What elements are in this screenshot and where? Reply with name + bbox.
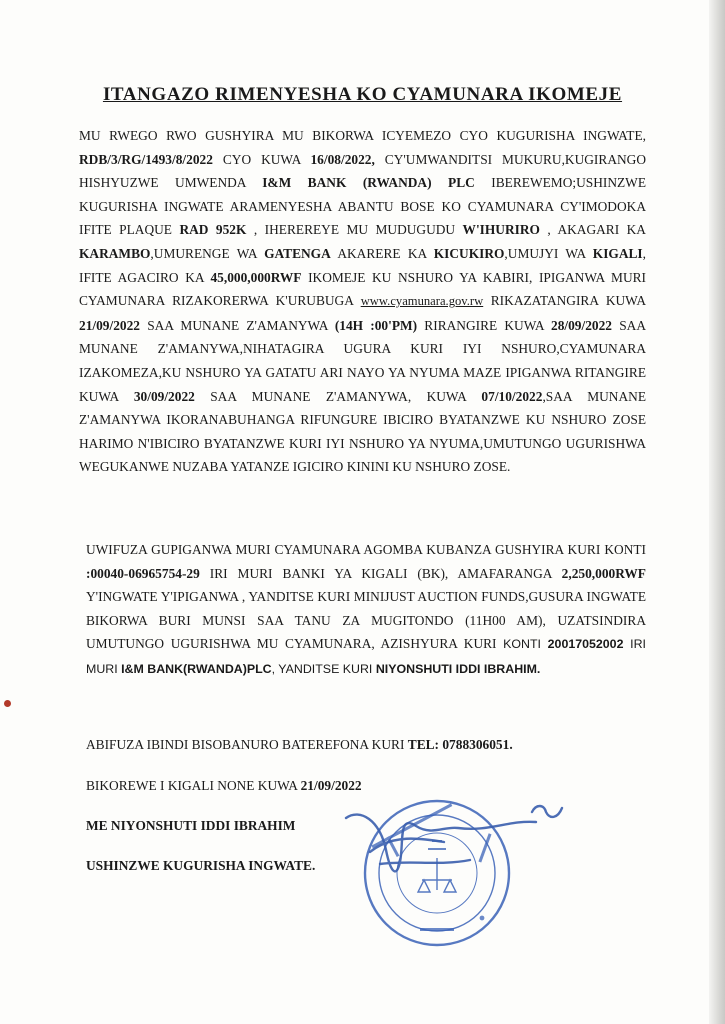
text-segment: IRI MURI BANKI YA KIGALI (BK), AMAFARANGA bbox=[199, 565, 562, 581]
city-name: KIGALI bbox=[592, 245, 643, 261]
text-segment: IPIGANWA MURI CYAMUNARA RIZAKORERWA K'URUBUGA bbox=[79, 269, 647, 309]
notice-title: ITANGAZO RIMENYESHA KO CYAMUNARA IKOMEJE bbox=[102, 84, 623, 105]
scan-edge-shadow bbox=[709, 0, 725, 1024]
deposit-account-number: :00040-06965754-29 bbox=[86, 565, 200, 581]
bidding-instructions bbox=[86, 538, 646, 682]
vehicle-plate: RAD 952K bbox=[179, 222, 247, 238]
text-segment: , YANDITSE KURI bbox=[271, 661, 376, 676]
contact-line bbox=[86, 737, 513, 753]
main-paragraph bbox=[79, 124, 646, 479]
text-segment: , AKAGARI KA bbox=[539, 222, 646, 238]
text-segment: KONTI bbox=[503, 637, 548, 652]
text-segment: Y'INGWATE Y'IPIGANWA , YANDITSE KURI MINIJUST AUCTION FUNDS,GUSURA INGWATE BIKORWA BURI MUNSI SAA TANU ZA MUGITONDO (11H00 AM), UZATSINDIRA UMUTUNGO UGURISHWA MU CYAMUNARA, AZISHYURA KURI bbox=[86, 589, 646, 652]
third-round-start-date: 30/09/2022 bbox=[133, 388, 195, 404]
text-segment: RIRANGIRE KUWA bbox=[417, 317, 551, 333]
text-segment: ,SAA MUNANE Z'AMANYWA IKORANABUHANGA RIFUNGURE IBICIRO BYATANZWE KU NSHURO ZOSE HARIMO N'IBICIRO BYATANZWE KURI IYI NSHURO YA NYUMA,UMUTUNGO UGURISHWA WEGUKANWE NUZABA YATANZE IGICIRO KININI KU NSHURO ZOSE. bbox=[79, 388, 646, 475]
text-segment: IRI MURI bbox=[86, 637, 646, 676]
text-segment: CYO KUWA bbox=[212, 151, 311, 167]
text-segment: AKARERE KA bbox=[330, 245, 434, 261]
district-name: KICUKIRO bbox=[433, 245, 505, 261]
sector-name: GATENGA bbox=[264, 245, 331, 261]
text-segment: SAA MUNANE Z'AMANYWA bbox=[140, 317, 335, 333]
text-segment: MU RWEGO RWO GUSHYIRA MU BIKORWA ICYEMEZO CYO KUGURISHA INGWATE, bbox=[79, 128, 646, 143]
text-segment: SAA MUNANE Z'AMANYWA,NIHATAGIRA UGURA KURI IYI NSHURO,CYAMUNARA IZAKOMEZA,KU NSHURO YA GATATU ARI NAYO YA NYUMA MAZE IPIGANWA RITANGIRE KUWA bbox=[79, 317, 646, 404]
payment-account-number: 20017052002 bbox=[547, 637, 624, 652]
deposit-amount: 2,250,000RWF bbox=[561, 565, 646, 581]
handwritten-signature bbox=[340, 790, 580, 890]
text-segment: IBEREWEMO;USHINZWE KUGURISHA INGWATE ARAMENYESHA ABANTU BOSE KO CYAMUNARA CY'IMODOKA IFITE PLAQUE bbox=[79, 175, 646, 238]
cell-name: KARAMBO bbox=[79, 245, 151, 261]
reference-number: RDB/3/RG/1493/8/2022 bbox=[79, 151, 213, 167]
text-segment: UWIFUZA GUPIGANWA MURI CYAMUNARA AGOMBA KUBANZA GUSHYIRA KURI KONTI bbox=[86, 542, 646, 557]
text-segment: , IFITE AGACIRO KA bbox=[79, 245, 646, 285]
contact-text: ABIFUZA IBINDI BISOBANURO BATEREFONA KURI bbox=[86, 737, 408, 752]
text-segment: CY'UMWANDITSI MUKURU,KUGIRANGO HISHYUZWE UMWENDA bbox=[79, 151, 646, 191]
village-name: W'IHURIRO bbox=[462, 222, 540, 238]
third-round-end-date: 07/10/2022 bbox=[481, 388, 543, 404]
issued-text: BIKOREWE I KIGALI NONE KUWA bbox=[86, 778, 301, 793]
creditor-bank: I&M BANK (RWANDA) PLC bbox=[262, 175, 475, 191]
ink-mark bbox=[4, 700, 11, 707]
auction-start-time: (14H :00'PM) bbox=[334, 317, 418, 333]
decision-date: 16/08/2022, bbox=[310, 151, 375, 167]
text-segment: SAA MUNANE Z'AMANYWA, KUWA bbox=[194, 388, 482, 404]
issued-line bbox=[86, 778, 362, 794]
text-segment: ,UMURENGE WA bbox=[150, 245, 265, 261]
payment-bank: I&M BANK(RWANDA)PLC bbox=[121, 661, 272, 676]
signatory-name: ME NIYONSHUTI IDDI IBRAHIM bbox=[86, 818, 296, 833]
property-value: 45,000,000RWF bbox=[210, 269, 302, 285]
payee-name: NIYONSHUTI IDDI IBRAHIM. bbox=[375, 661, 541, 676]
issued-date: 21/09/2022 bbox=[300, 778, 362, 793]
text-segment: ,UMUJYI WA bbox=[504, 245, 593, 261]
text-segment: IKOMEJE KU NSHURO YA KABIRI, bbox=[301, 269, 533, 285]
auction-website-link[interactable]: www.cyamunara.gov.rw bbox=[360, 294, 484, 309]
auction-end-date: 28/09/2022 bbox=[551, 317, 613, 333]
contact-phone: TEL: 0788306051. bbox=[407, 737, 513, 752]
text-segment: RIKAZATANGIRA KUWA bbox=[483, 293, 646, 309]
text-segment: , IHEREREYE MU MUDUGUDU bbox=[246, 222, 463, 238]
signatory-role: USHINZWE KUGURISHA INGWATE. bbox=[86, 858, 316, 873]
auction-start-date: 21/09/2022 bbox=[79, 317, 141, 333]
